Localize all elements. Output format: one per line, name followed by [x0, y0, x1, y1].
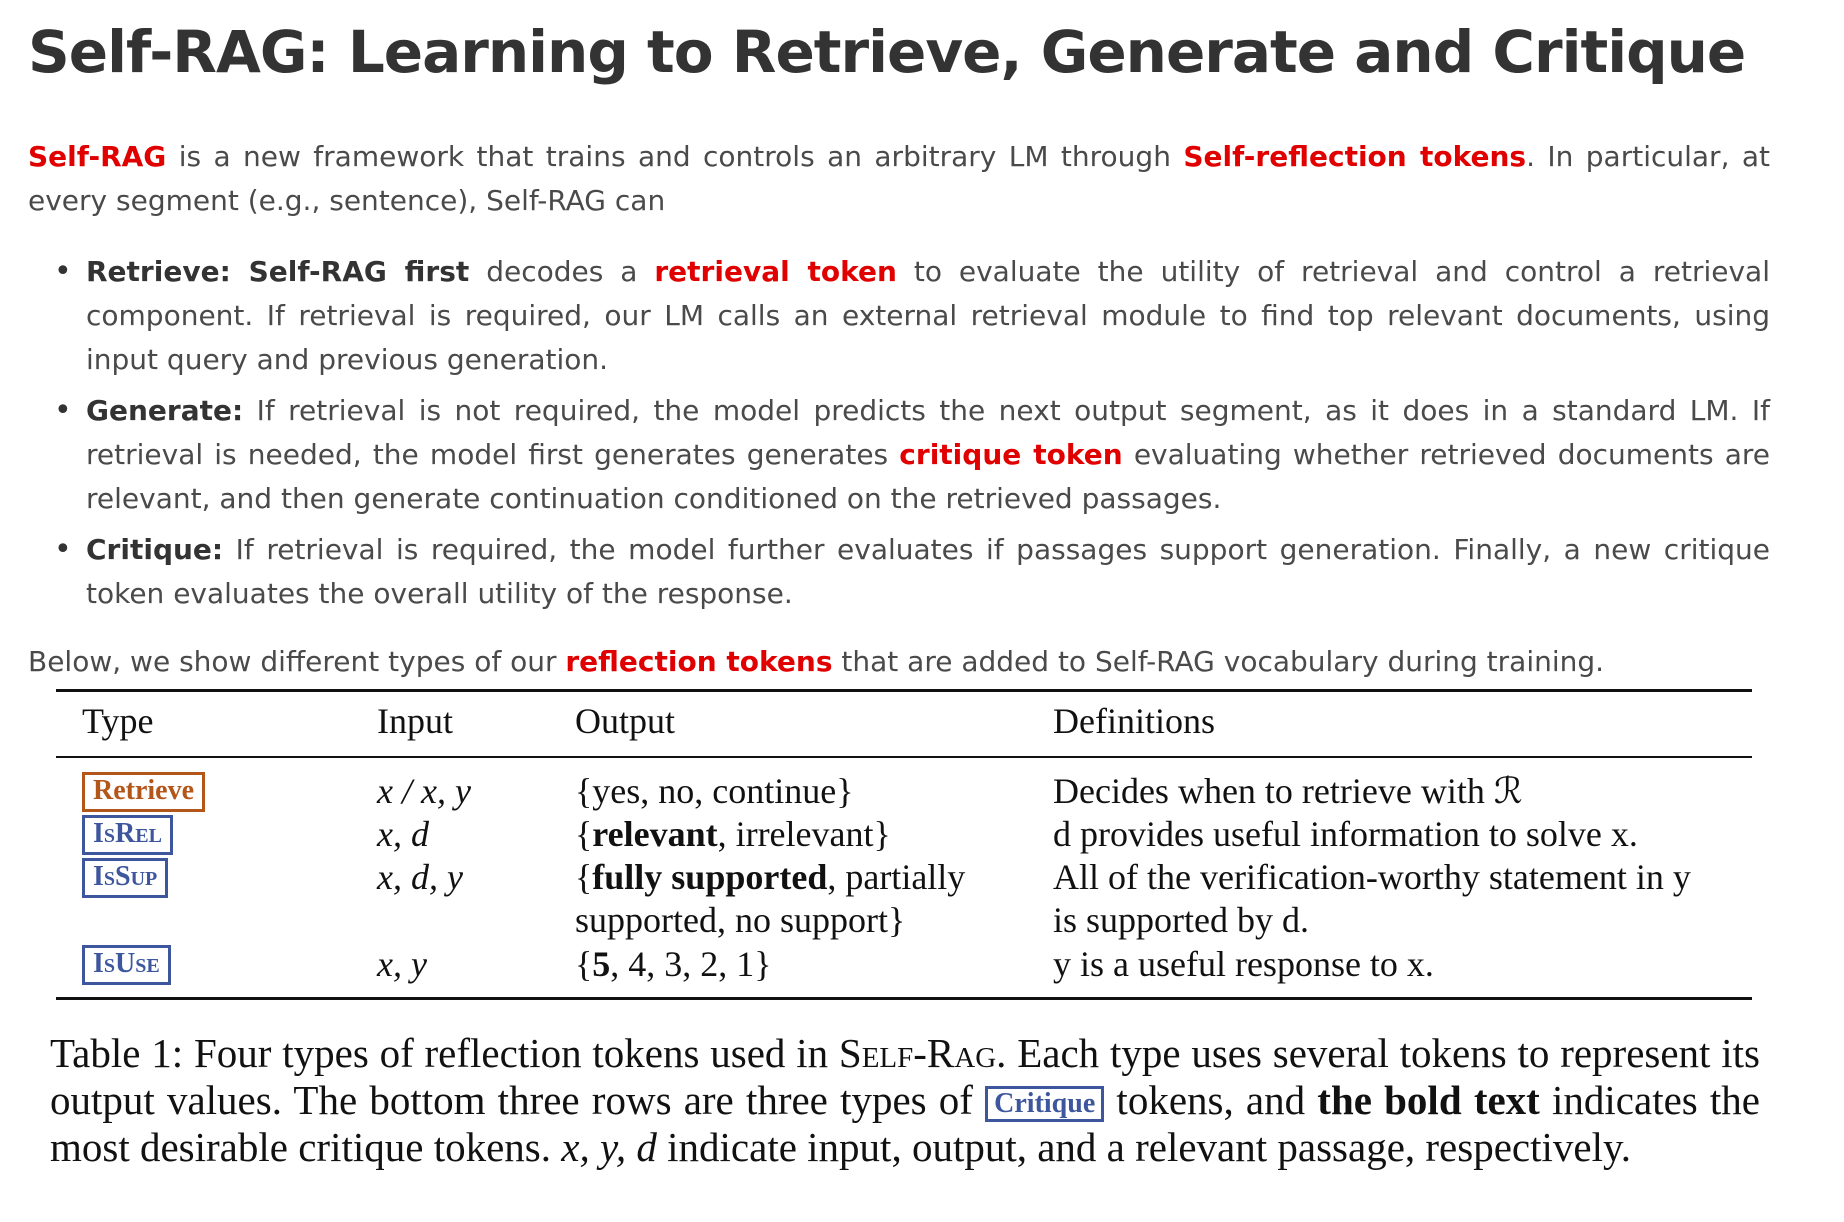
- caption-bold: the bold text: [1317, 1077, 1540, 1123]
- isuse-token-box: IsUse: [82, 945, 171, 985]
- critique-token-box: Critique: [985, 1086, 1104, 1122]
- table-header-rule: [56, 756, 1752, 758]
- bullet-text: decodes a: [469, 255, 655, 288]
- caption-text-3: tokens, and: [1104, 1077, 1318, 1123]
- capability-list: [28, 250, 1770, 623]
- header-definitions: Definitions: [1053, 701, 1215, 741]
- table-cell-output: {5, 4, 3, 2, 1}: [575, 944, 772, 984]
- caption-text-2: . Each type uses several tokens to represent its output values. The bottom three rows are three types of: [50, 1030, 1760, 1123]
- bullet-lead: Generate:: [86, 394, 244, 427]
- table-cell-definition: Decides when to retrieve with ℛ: [1053, 771, 1523, 811]
- list-item-retrieve: [86, 250, 1770, 382]
- table-cell-definition: y is a useful response to x.: [1053, 944, 1434, 984]
- caption-text-4: indicates the most desirable critique tokens.: [50, 1077, 1761, 1170]
- self-rag-highlight: Self-RAG: [28, 140, 167, 173]
- table-cell-output: {fully supported, partially: [575, 857, 966, 897]
- caption-self-rag: Self-Rag: [838, 1030, 997, 1076]
- below-text-1: Below, we show different types of our: [28, 645, 566, 678]
- output-rest: , 4, 3, 2, 1}: [610, 944, 772, 984]
- reflection-tokens-highlight: reflection tokens: [565, 645, 833, 678]
- table-cell-output-line2: supported, no support}: [575, 900, 906, 940]
- output-rest: , irrelevant}: [717, 814, 891, 854]
- table-bottom-rule: [56, 997, 1752, 1000]
- caption-math: x, y, d: [561, 1124, 657, 1170]
- table-cell-input: x, d, y: [377, 857, 463, 897]
- table-caption: [50, 1030, 1760, 1171]
- table-cell-output: {yes, no, continue}: [575, 771, 854, 811]
- output-bold: fully supported: [592, 857, 828, 897]
- intro-text-2: . In particular, at every segment (e.g., sentence), Self-RAG can: [28, 140, 1771, 217]
- issup-token-box: IsSup: [82, 858, 168, 898]
- bullet-text: to evaluate the utility of retrieval and control a retrieval component. If retrieval is required, our LM calls an external retrieval module to find top relevant documents, using input query and previous generation.: [86, 255, 1770, 376]
- table-cell-input: x / x, y: [377, 771, 471, 811]
- table-cell-definition: All of the verification-worthy statement in y: [1053, 857, 1691, 897]
- header-output: Output: [575, 701, 676, 741]
- header-input: Input: [377, 701, 453, 741]
- retrieval-token-highlight: retrieval token: [654, 255, 897, 288]
- table-cell-definition: d provides useful information to solve x.: [1053, 814, 1638, 854]
- table-top-rule: [56, 689, 1752, 692]
- retrieve-token-box: Retrieve: [82, 772, 205, 812]
- bullet-text: If retrieval is required, the model further evaluates if passages support generation. Finally, a new critique token evaluates the overall utility of the response.: [86, 533, 1770, 610]
- output-bold: 5: [592, 944, 611, 984]
- table-cell-input: x, y: [377, 944, 427, 984]
- bullet-lead: Critique:: [86, 533, 224, 566]
- caption-text-5: indicate input, output, and a relevant passage, respectively.: [656, 1124, 1632, 1170]
- bullet-text: If retrieval is not required, the model predicts the next output segment, as it does in a standard LM. If retrieval is needed, the model first generates generates: [86, 394, 1770, 471]
- intro-paragraph: [28, 135, 1770, 223]
- caption-text-1: Table 1: Four types of reflection tokens used in: [50, 1030, 839, 1076]
- list-item-critique: [86, 528, 1770, 616]
- header-type: Type: [82, 701, 154, 741]
- output-rest: , partially: [827, 857, 966, 897]
- critique-token-highlight: critique token: [899, 438, 1123, 471]
- below-text-2: that are added to Self-RAG vocabulary during training.: [832, 645, 1605, 678]
- list-item-generate: [86, 389, 1770, 521]
- bullet-text: evaluating whether retrieved documents are relevant, and then generate continuation conditioned on the retrieved passages.: [86, 438, 1771, 515]
- table-cell-input: x, d: [377, 814, 429, 854]
- output-bold: relevant: [592, 814, 718, 854]
- self-reflection-tokens-highlight: Self-reflection tokens: [1183, 140, 1527, 173]
- isrel-token-box: IsRel: [82, 815, 173, 855]
- page-title: Self-RAG: Learning to Retrieve, Generate and Critique: [28, 18, 1746, 86]
- table-cell-output: {relevant, irrelevant}: [575, 814, 891, 854]
- bullet-lead: Retrieve: Self-RAG first: [86, 255, 470, 288]
- intro-text-1: is a new framework that trains and controls an arbitrary LM through: [166, 140, 1184, 173]
- table-cell-definition-line2: is supported by d.: [1053, 900, 1309, 940]
- table-intro: [28, 640, 1770, 684]
